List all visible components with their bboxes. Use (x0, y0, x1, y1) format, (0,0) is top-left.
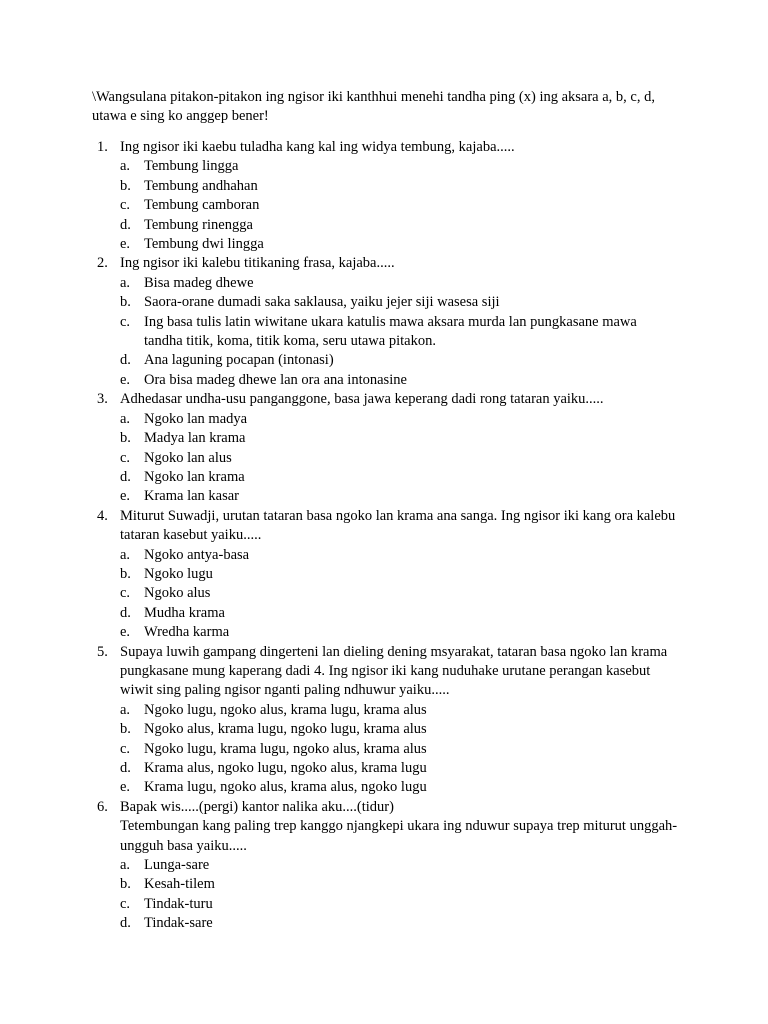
answer-option[interactable] (0, 274, 768, 293)
answer-option[interactable] (0, 468, 768, 487)
option-text: Ngoko alus (144, 585, 211, 602)
option-text: Ana laguning pocapan (intonasi) (144, 352, 334, 369)
option-letter: b. (120, 721, 131, 738)
option-letter: e. (120, 236, 131, 253)
option-text: Kesah-tilem (144, 876, 215, 893)
answer-option[interactable] (0, 235, 768, 254)
option-text: Tembung andhahan (144, 177, 258, 194)
option-letter: d. (120, 760, 131, 776)
answer-option[interactable] (0, 914, 768, 933)
question-item (0, 798, 768, 934)
question-item (0, 254, 768, 390)
option-letter: c. (120, 449, 131, 466)
option-text: Saora-orane dumadi saka saklausa, yaiku jejer siji wasesa siji (144, 294, 500, 311)
question-number: 3. (97, 391, 108, 408)
answer-option[interactable] (0, 216, 768, 235)
answer-option[interactable] (0, 487, 768, 506)
option-letter: d. (120, 216, 131, 233)
question-number: 4. (97, 507, 108, 524)
answer-option[interactable] (0, 856, 768, 875)
option-letter: b. (120, 876, 131, 893)
option-text: Ngoko lugu (144, 565, 213, 582)
option-text: Tembung dwi lingga (144, 236, 264, 253)
option-text: Krama lan kasar (144, 488, 240, 505)
option-text: Ngoko alus, krama lugu, ngoko lugu, krama alus (144, 721, 427, 738)
question-number: 5. (97, 643, 108, 660)
option-text: Lunga-sare (144, 857, 210, 874)
option-text: Ora bisa madeg dhewe lan ora ana intonasine (144, 371, 407, 388)
question-number: 6. (97, 798, 108, 815)
option-text: Ngoko antya-basa (144, 546, 250, 563)
answer-option[interactable] (0, 196, 768, 215)
answer-option[interactable] (0, 293, 768, 312)
question-item (0, 643, 768, 798)
option-letter: a. (120, 158, 131, 175)
option-letter: b. (120, 294, 131, 311)
answer-option[interactable] (0, 740, 768, 759)
answer-option[interactable] (0, 449, 768, 468)
option-text: Krama alus, ngoko lugu, ngoko alus, krama lugu (144, 760, 427, 776)
option-letter: b. (120, 177, 131, 194)
instruction-text: \Wangsulana pitakon-pitakon ing ngisor iki kanthhui menehi tandha ping (x) ing aksara a, b, c, d, utawa e sing ko anggep bener! (92, 89, 655, 124)
option-text: Mudha krama (144, 604, 225, 621)
answer-option[interactable] (0, 875, 768, 894)
option-letter: a. (120, 546, 131, 563)
question-item (0, 138, 768, 254)
option-text: Tembung lingga (144, 158, 239, 175)
question-text: Adhedasar undha-usu panganggone, basa jawa keperang dadi rong tataran yaiku..... (120, 391, 604, 408)
option-text: Tembung rinengga (144, 216, 253, 233)
answer-option[interactable] (0, 351, 768, 370)
question-subtext: Tetembungan kang paling trep kanggo njangkepi ukara ing nduwur supaya trep miturut unggah-ungguh basa yaiku..... (120, 818, 678, 854)
question-text: Ing ngisor iki kaebu tuladha kang kal ing widya tembung, kajaba..... (120, 139, 515, 155)
answer-option[interactable] (0, 177, 768, 196)
option-letter: c. (120, 740, 131, 757)
option-letter: d. (120, 915, 131, 932)
option-letter: e. (120, 624, 131, 641)
option-text: Krama lugu, ngoko alus, krama alus, ngoko lugu (144, 779, 427, 796)
answer-option[interactable] (0, 429, 768, 448)
answer-option[interactable] (0, 895, 768, 914)
option-letter: b. (120, 430, 131, 447)
option-text: Madya lan krama (144, 430, 246, 447)
option-text: Tindak-turu (144, 895, 213, 912)
option-text: Ngoko lugu, ngoko alus, krama lugu, krama alus (144, 701, 427, 718)
answer-option[interactable] (0, 157, 768, 176)
option-letter: c. (120, 895, 131, 912)
option-text: Tembung camboran (144, 197, 260, 214)
answer-option[interactable] (0, 778, 768, 797)
option-letter: a. (120, 857, 131, 874)
answer-option[interactable] (0, 546, 768, 565)
answer-option[interactable] (0, 313, 768, 352)
answer-option[interactable] (0, 759, 768, 778)
option-letter: a. (120, 701, 131, 718)
option-letter: c. (120, 197, 131, 214)
answer-option[interactable] (0, 410, 768, 429)
option-letter: d. (120, 352, 131, 369)
answer-option[interactable] (0, 720, 768, 739)
answer-option[interactable] (0, 565, 768, 584)
option-letter: a. (120, 274, 131, 291)
answer-option[interactable] (0, 371, 768, 390)
question-number: 1. (97, 139, 108, 155)
question-text: Bapak wis.....(pergi) kantor nalika aku....(tidur) (120, 798, 394, 815)
option-text: Ngoko lugu, krama lugu, ngoko alus, krama alus (144, 740, 427, 757)
question-item (0, 507, 768, 643)
question-text: Ing ngisor iki kalebu titikaning frasa, kajaba..... (120, 255, 395, 272)
option-text: Bisa madeg dhewe (144, 274, 254, 291)
answer-option[interactable] (0, 584, 768, 603)
answer-option[interactable] (0, 701, 768, 720)
option-letter: e. (120, 371, 131, 388)
option-letter: d. (120, 604, 131, 621)
question-list (0, 138, 768, 934)
question-number: 2. (97, 255, 108, 272)
option-letter: c. (120, 313, 131, 330)
question-text: Miturut Suwadji, urutan tataran basa ngoko lan krama ana sanga. Ing ngisor iki kang ora kalebu tataran kasebut yaiku..... (120, 507, 676, 544)
option-letter: e. (120, 779, 131, 796)
question-item (0, 390, 768, 506)
answer-option[interactable] (0, 623, 768, 642)
option-text: Wredha karma (144, 624, 230, 641)
option-letter: a. (120, 410, 131, 427)
option-letter: c. (120, 585, 131, 602)
option-text: Ngoko lan krama (144, 468, 245, 485)
option-text: Tindak-sare (144, 915, 213, 932)
option-letter: e. (120, 488, 131, 505)
answer-option[interactable] (0, 604, 768, 623)
option-text: Ngoko lan alus (144, 449, 232, 466)
option-letter: b. (120, 565, 131, 582)
option-letter: d. (120, 468, 131, 485)
option-text: Ngoko lan madya (144, 410, 248, 427)
option-text: Ing basa tulis latin wiwitane ukara katulis mawa aksara murda lan pungkasane mawa tandha titik, koma, titik koma, seru utawa pitakon. (144, 313, 637, 350)
question-text: Supaya luwih gampang dingerteni lan dieling dening msyarakat, tataran basa ngoko lan krama pungkasane mung kaperang dadi 4. Ing ngisor iki kang nuduhake urutane perangan kasebut wiwit sing paling ngisor nganti paling ndhuwur yaiku..... (120, 643, 668, 699)
